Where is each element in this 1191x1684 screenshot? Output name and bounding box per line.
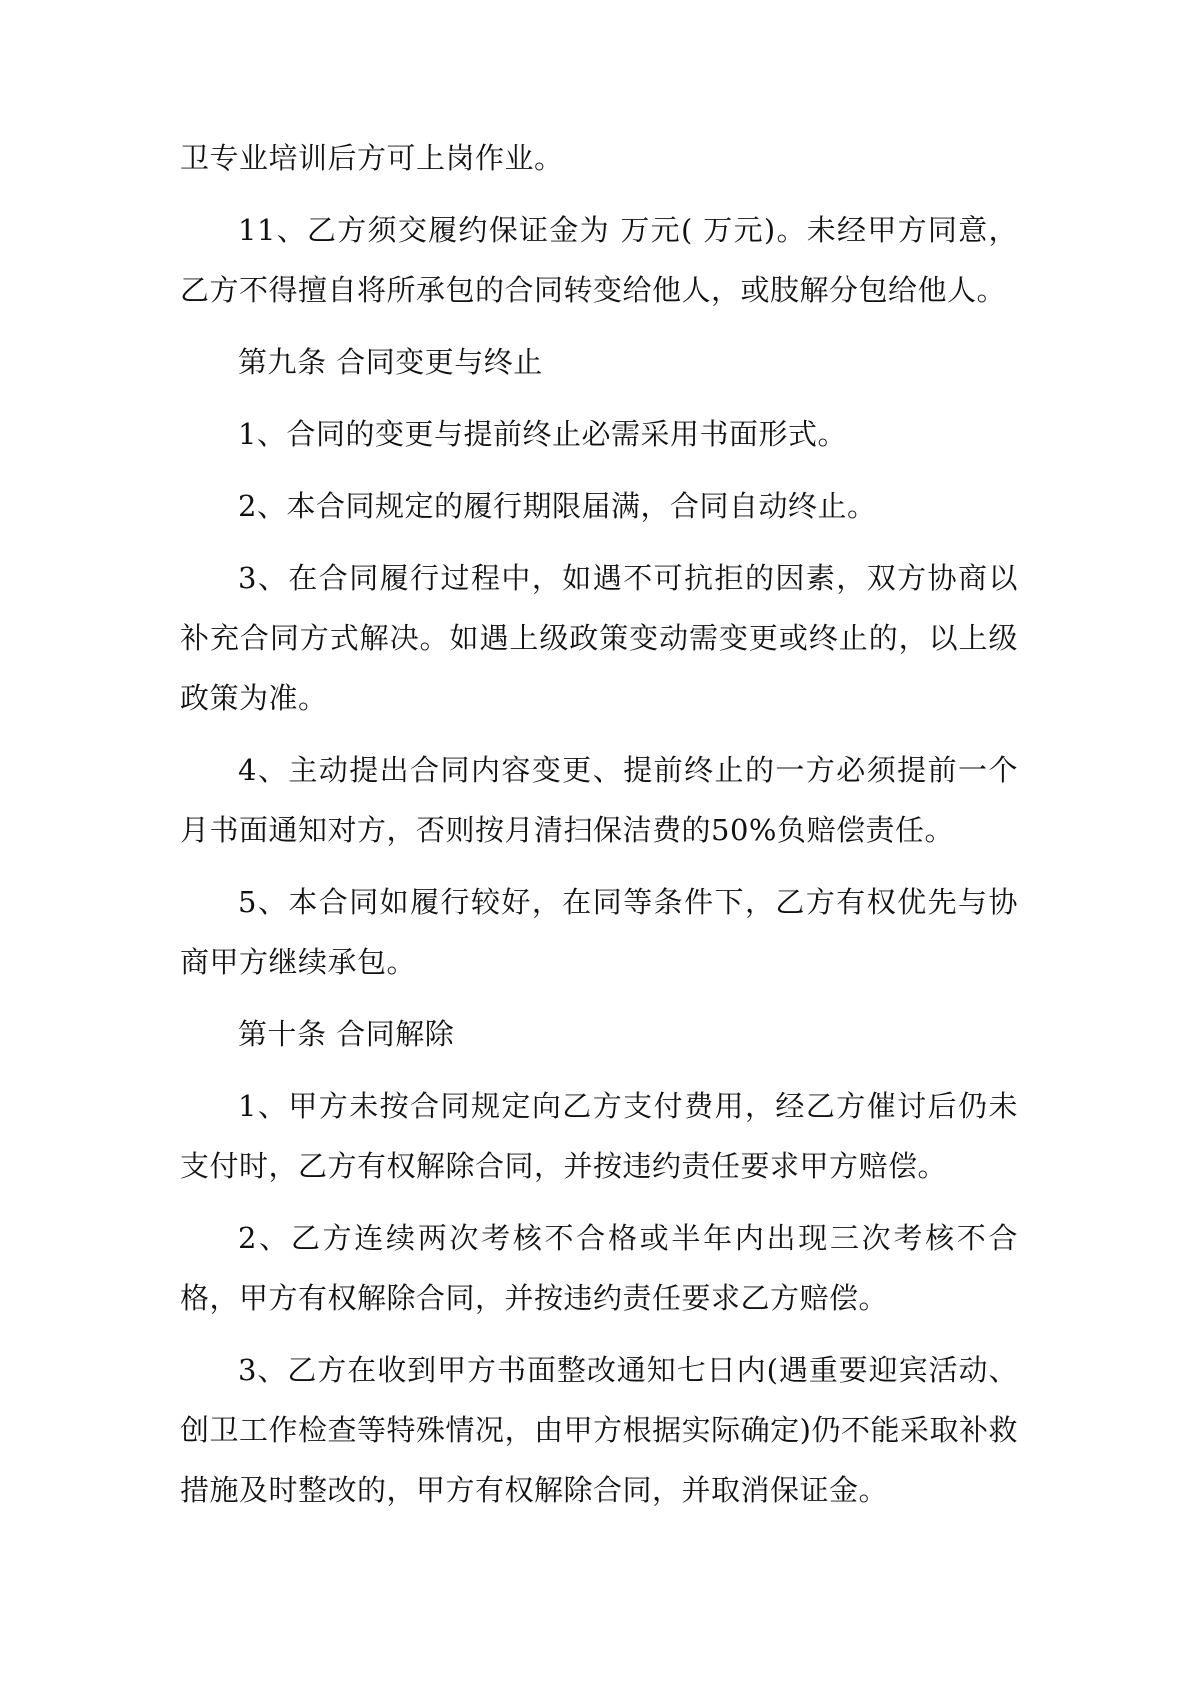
paragraph-article-9-item-4: 4、主动提出合同内容变更、提前终止的一方必须提前一个月书面通知对方，否则按月清扫保洁费的50%负赔偿责任。 — [180, 753, 1018, 847]
paragraph-continuation: 卫专业培训后方可上岗作业。 — [180, 141, 564, 175]
paragraph-clause-11: 11、乙方须交履约保证金为 万元( 万元)。未经甲方同意，乙方不得擅自将所承包的合同转变给他人，或肢解分包给他人。 — [180, 213, 1018, 307]
paragraph-article-9-item-3: 3、在合同履行过程中，如遇不可抗拒的因素，双方协商以补充合同方式解决。如遇上级政策变动需变更或终止的，以上级政策为准。 — [180, 561, 1018, 715]
paragraph-article-9-item-5: 5、本合同如履行较好，在同等条件下，乙方有权优先与协商甲方继续承包。 — [180, 885, 1018, 979]
paragraph-article-10-item-2: 2、乙方连续两次考核不合格或半年内出现三次考核不合格，甲方有权解除合同，并按违约责任要求乙方赔偿。 — [180, 1221, 1018, 1315]
section-heading-article-10: 第十条 合同解除 — [238, 1017, 455, 1051]
section-heading-article-9: 第九条 合同变更与终止 — [238, 345, 543, 379]
paragraph-article-10-item-3: 3、乙方在收到甲方书面整改通知七日内(遇重要迎宾活动、创卫工作检查等特殊情况，由甲方根据实际确定)仍不能采取补救措施及时整改的，甲方有权解除合同，并取消保证金。 — [180, 1353, 1018, 1507]
paragraph-article-10-item-1: 1、甲方未按合同规定向乙方支付费用，经乙方催讨后仍未支付时，乙方有权解除合同，并按违约责任要求甲方赔偿。 — [180, 1089, 1018, 1183]
document-page — [180, 128, 1018, 1532]
paragraph-article-9-item-1: 1、合同的变更与提前终止必需采用书面形式。 — [238, 417, 847, 451]
paragraph-article-9-item-2: 2、本合同规定的履行期限届满，合同自动终止。 — [238, 489, 877, 523]
